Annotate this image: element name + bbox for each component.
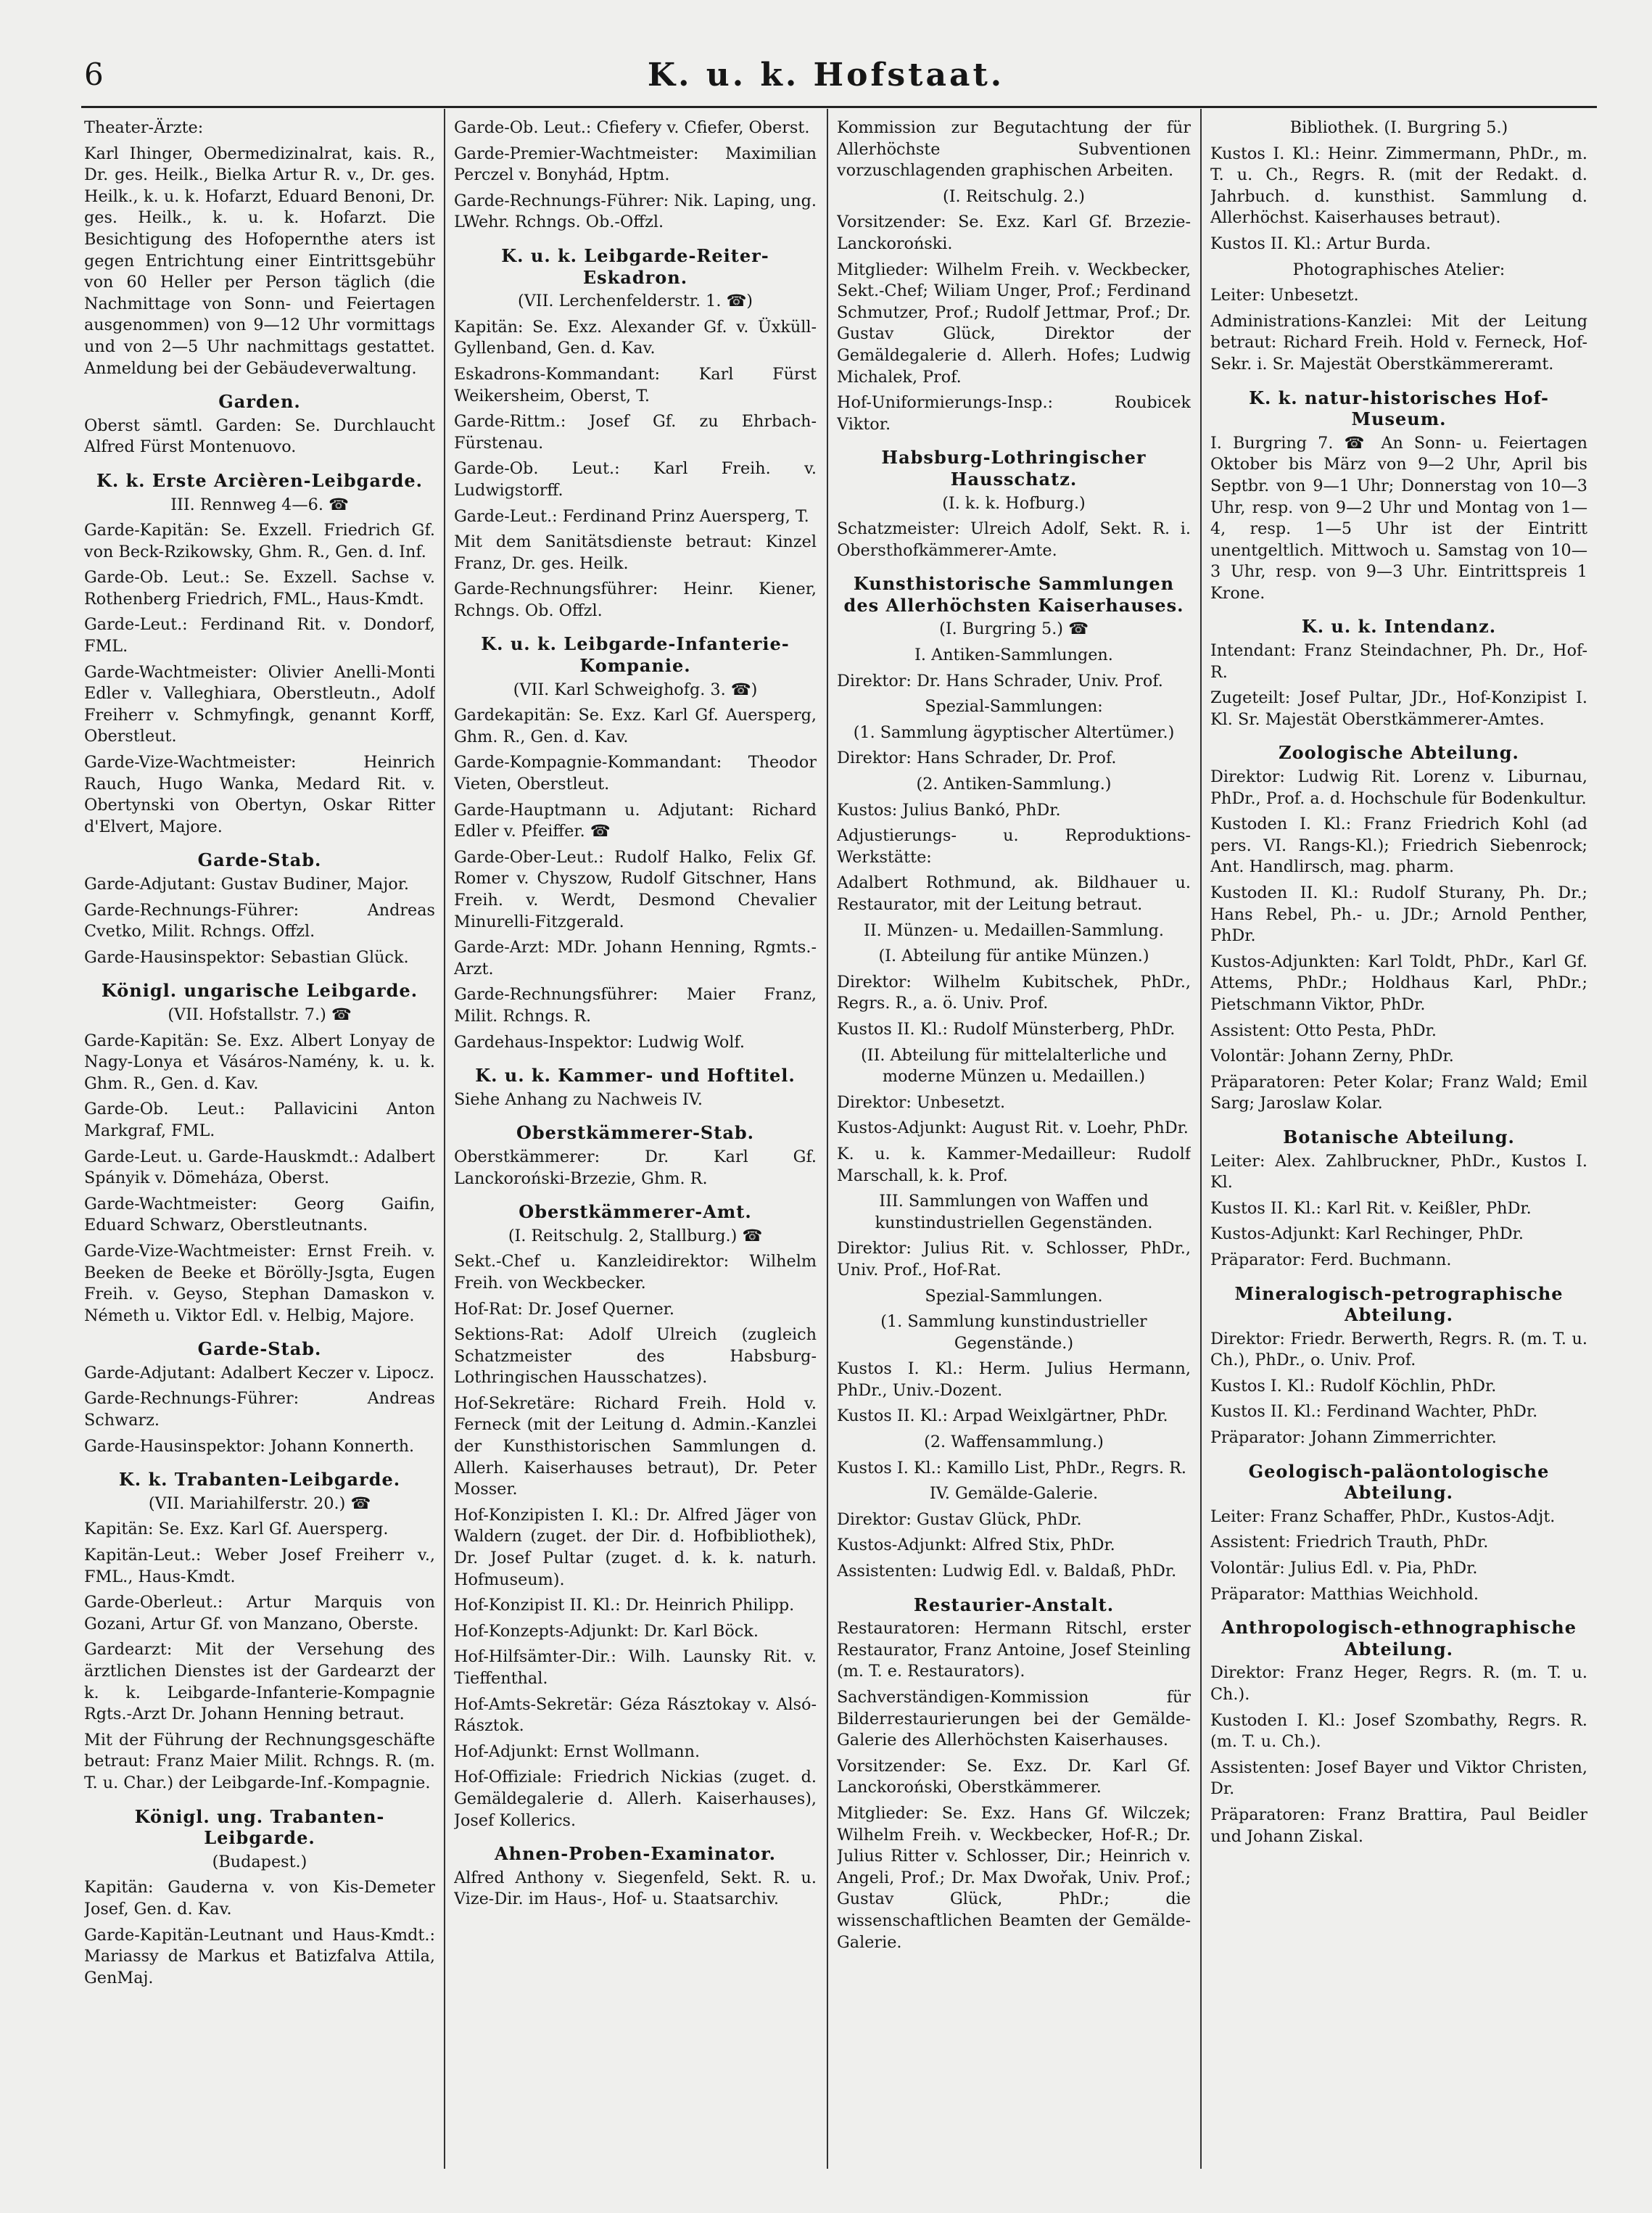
entry-paragraph: Kustos II. Kl.: Arpad Weixlgärtner, PhDr. <box>837 1406 1168 1426</box>
entry-paragraph: Gardekapitän: Se. Exz. Karl Gf. Auersperg, Ghm. R., Gen. d. Kav. <box>454 706 817 746</box>
section-subheading: (I. k. k. Hofburg.) <box>942 493 1086 513</box>
section-subheading: (VII. Hofstallstr. 7.) ☎ <box>168 1005 352 1024</box>
entry-paragraph: Vorsitzender: Se. Exz. Karl Gf. Brzezie-Lanckoroński. <box>837 213 1191 253</box>
column-divider <box>444 109 445 2169</box>
section-heading: Zoologische Abteilung. <box>1279 742 1519 764</box>
entry-paragraph: Kapitän-Leut.: Weber Josef Freiherr v., FML., Haus-Kmdt. <box>84 1546 435 1586</box>
section-heading: K. k. Trabanten-Leibgarde. <box>118 1469 401 1491</box>
entry-paragraph: Garde-Leut. u. Garde-Hauskmdt.: Adalbert Spányik v. Dömeháza, Oberst. <box>84 1147 435 1188</box>
entry-paragraph: Kustos-Adjunkt: Karl Rechinger, PhDr. <box>1210 1224 1524 1244</box>
entry-paragraph: Direktor: Unbesetzt. <box>837 1092 1006 1112</box>
entry-paragraph: Garde-Hausinspektor: Sebastian Glück. <box>84 947 409 967</box>
section-subheading: I. Antiken-Sammlungen. <box>914 646 1113 665</box>
entry-paragraph: Präparator: Ferd. Buchmann. <box>1210 1250 1452 1269</box>
section-heading: K. u. k. Intendanz. <box>1301 616 1497 638</box>
entry-paragraph: Garde-Ober-Leut.: Rudolf Halko, Felix Gf. Romer v. Chyszow, Rudolf Gitschner, Hans Freih. v. Werdt, Desmond Chevalier Minurelli-Fitzgerald. <box>454 847 817 931</box>
text-column-3 <box>837 118 1191 2170</box>
entry-paragraph: Direktor: Julius Rit. v. Schlosser, PhDr., Univ. Prof., Hof-Rat. <box>837 1239 1191 1279</box>
entry-paragraph: Präparatoren: Franz Brattira, Paul Beidler und Johann Ziskal. <box>1210 1805 1587 1846</box>
entry-paragraph: Garde-Vize-Wachtmeister: Heinrich Rauch, Hugo Wanka, Medard Rit. v. Obertynski von Obertyn, Oskar Ritter d'Elvert, Majore. <box>84 753 435 836</box>
entry-paragraph: Kustos I. Kl.: Herm. Julius Hermann, PhDr., Univ.-Dozent. <box>837 1359 1191 1400</box>
entry-paragraph: Garde-Ob. Leut.: Se. Exzell. Sachse v. Rothenberg Friedrich, FML., Haus-Kmdt. <box>84 568 435 609</box>
section-subheading: (1. Sammlung ägyptischer Altertümer.) <box>853 722 1175 742</box>
entry-paragraph: Hof-Hilfsämter-Dir.: Wilh. Launsky Rit. v. Tieffenthal. <box>454 1647 817 1688</box>
entry-paragraph: Garde-Premier-Wachtmeister: Maximilian Perczel v. Bonyhád, Hptm. <box>454 144 817 185</box>
section-heading: Garde-Stab. <box>197 849 322 871</box>
running-head: K. u. k. Hofstaat. <box>647 57 1005 94</box>
section-subheading: III. Rennweg 4—6. ☎ <box>170 495 349 514</box>
entry-paragraph: Kustoden I. Kl.: Josef Szombathy, Regrs. R. (m. T. u. Ch.). <box>1210 1710 1587 1752</box>
entry-paragraph: Kustos-Adjunkt: August Rit. v. Loehr, PhDr. <box>837 1118 1189 1138</box>
entry-paragraph: Garde-Wachtmeister: Georg Gaifin, Eduard Schwarz, Oberstleutnants. <box>84 1194 435 1235</box>
entry-paragraph: Garde-Rittm.: Josef Gf. zu Ehrbach-Fürstenau. <box>454 412 817 453</box>
section-subheading: (I. Reitschulg. 2, Stallburg.) ☎ <box>508 1226 763 1245</box>
entry-paragraph: Kapitän: Se. Exz. Karl Gf. Auersperg. <box>84 1520 389 1539</box>
section-heading: Kunsthistorische Sammlungen des Allerhöchsten Kaiserhauses. <box>843 573 1184 616</box>
column-divider <box>827 109 828 2169</box>
section-heading: Garden. <box>218 391 301 413</box>
section-heading: Botanische Abteilung. <box>1283 1126 1515 1147</box>
section-heading: Königl. ungarische Leibgarde. <box>101 980 418 1002</box>
entry-paragraph: Garde-Rechnungs-Führer: Andreas Cvetko, Milit. Rchngs. Offzl. <box>84 900 435 941</box>
entry-paragraph: Kustos II. Kl.: Ferdinand Wachter, PhDr. <box>1210 1402 1538 1422</box>
entry-paragraph: Adalbert Rothmund, ak. Bildhauer u. Restaurator, mit der Leitung betraut. <box>837 873 1191 914</box>
entry-paragraph: Assistenten: Ludwig Edl. v. Baldaß, PhDr. <box>837 1562 1177 1581</box>
entry-paragraph: Zugeteilt: Josef Pultar, JDr., Hof-Konzipist I. Kl. Sr. Majestät Oberstkämmerer-Amtes. <box>1210 688 1587 729</box>
entry-paragraph: Vorsitzender: Se. Exz. Dr. Karl Gf. Lanckoroński, Oberstkämmerer. <box>837 1756 1191 1797</box>
entry-paragraph: Garde-Leut.: Ferdinand Rit. v. Dondorf, FML. <box>84 615 435 656</box>
entry-paragraph: Präparator: Matthias Weichhold. <box>1210 1584 1479 1604</box>
section-subheading: (2. Waffensammlung.) <box>924 1433 1104 1452</box>
entry-paragraph: Garde-Leut.: Ferdinand Prinz Auersperg, T. <box>454 506 809 526</box>
entry-paragraph: Direktor: Ludwig Rit. Lorenz v. Liburnau, PhDr., Prof. a. d. Hochschule für Bodenkultur. <box>1210 767 1587 808</box>
section-heading: Ahnen-Proben-Examinator. <box>495 1843 776 1865</box>
section-heading: Oberstkämmerer-Amt. <box>519 1201 752 1223</box>
entry-paragraph: Hof-Konzepts-Adjunkt: Dr. Karl Böck. <box>454 1621 759 1641</box>
entry-paragraph: Garde-Kapitän-Leutnant und Haus-Kmdt.: Mariassy de Markus et Batizfalva Attila, GenMaj. <box>84 1925 435 1987</box>
entry-paragraph: Kustos I. Kl.: Kamillo List, PhDr., Regrs. R. <box>837 1458 1186 1478</box>
entry-paragraph: Garde-Rechnungs-Führer: Nik. Laping, ung. LWehr. Rchngs. Ob.-Offzl. <box>454 191 817 232</box>
entry-paragraph: Kustoden I. Kl.: Franz Friedrich Kohl (ad pers. VI. Rangs-Kl.); Friedrich Siebenrock; Ant. Handlirsch, mag. pharm. <box>1210 815 1587 877</box>
entry-paragraph: Kapitän: Se. Exz. Alexander Gf. v. Üxküll-Gyllenband, Gen. d. Kav. <box>454 317 817 358</box>
entry-paragraph: Restauratoren: Hermann Ritschl, erster Restaurator, Franz Antoine, Josef Steinling (m. T. e. Restaurators). <box>837 1619 1191 1681</box>
entry-paragraph: Garde-Rechnungs-Führer: Andreas Schwarz. <box>84 1389 435 1430</box>
entry-paragraph: Kustos: Julius Bankó, PhDr. <box>837 800 1061 820</box>
entry-paragraph: Mit dem Sanitätsdienste betraut: Kinzel Franz, Dr. ges. Heilk. <box>454 532 817 573</box>
entry-paragraph: Direktor: Franz Heger, Regrs. R. (m. T. u. Ch.). <box>1210 1663 1587 1704</box>
entry-paragraph: Kustoden II. Kl.: Rudolf Sturany, Ph. Dr.; Hans Rebel, Ph.- u. JDr.; Arnold Penther, PhDr. <box>1210 883 1587 946</box>
column-divider <box>1200 109 1202 2169</box>
entry-paragraph: Volontär: Julius Edl. v. Pia, PhDr. <box>1210 1559 1478 1578</box>
entry-paragraph: Direktor: Gustav Glück, PhDr. <box>837 1509 1082 1529</box>
entry-paragraph: Garde-Vize-Wachtmeister: Ernst Freih. v. Beeken de Beeke et Börölly-Jsgta, Eugen Freih. v. Geyso, Stephan Damaskon v. Németh u. Viktor Edl. v. Helbig, Majore. <box>84 1241 435 1325</box>
entry-paragraph: Administrations-Kanzlei: Mit der Leitung betraut: Richard Freih. Hold v. Ferneck, Hof-Sekr. i. Sr. Majestät Oberstkämmereramt. <box>1210 311 1587 374</box>
entry-paragraph: Direktor: Hans Schrader, Dr. Prof. <box>837 749 1117 768</box>
section-heading: Restaurier-Anstalt. <box>913 1594 1115 1615</box>
section-heading: Geologisch-paläontologische Abteilung. <box>1248 1460 1550 1504</box>
entry-paragraph: Adjustierungs- u. Reproduktions-Werkstätte: <box>837 826 1191 867</box>
entry-paragraph: Eskadrons-Kommandant: Karl Fürst Weikersheim, Oberst, T. <box>454 364 817 405</box>
section-subheading: (VII. Mariahilferstr. 20.) ☎ <box>148 1493 371 1513</box>
entry-paragraph: Garde-Ob. Leut.: Cfiefery v. Cfiefer, Oberst. <box>454 118 810 137</box>
section-subheading: II. Münzen- u. Medaillen-Sammlung. <box>864 920 1164 940</box>
entry-paragraph: Schatzmeister: Ulreich Adolf, Sekt. R. i. Obersthofkämmerer-Amte. <box>837 519 1191 560</box>
section-subheading: IV. Gemälde-Galerie. <box>929 1484 1099 1504</box>
entry-paragraph: Garde-Kompagnie-Kommandant: Theodor Vieten, Oberstleut. <box>454 753 817 794</box>
section-heading: K. k. natur-historisches Hof-Museum. <box>1249 387 1549 430</box>
entry-paragraph: Präparator: Johann Zimmerrichter. <box>1210 1428 1497 1448</box>
entry-paragraph: Leiter: Alex. Zahlbruckner, PhDr., Kustos I. Kl. <box>1210 1151 1587 1192</box>
entry-paragraph: Garde-Adjutant: Adalbert Keczer v. Lipocz. <box>84 1363 435 1382</box>
page-number: 6 <box>84 57 104 92</box>
section-subheading: (2. Antiken-Sammlung.) <box>916 775 1112 794</box>
entry-paragraph: Garde-Rechnungsführer: Heinr. Kiener, Rchngs. Ob. Offzl. <box>454 580 817 620</box>
entry-paragraph: Hof-Konzipisten I. Kl.: Dr. Alfred Jäger von Waldern (zuget. der Dir. d. Hofbibliothek), Dr. Josef Pultar (zuget. d. k. k. naturh. Hofmuseum). <box>454 1505 817 1589</box>
text-column-1 <box>84 118 435 2170</box>
section-heading: K. k. Erste Arcièren-Leibgarde. <box>96 469 424 491</box>
section-subheading: Spezial-Sammlungen. <box>925 1286 1103 1306</box>
entry-paragraph: Garde-Rechnungsführer: Maier Franz, Milit. Rchngs. R. <box>454 985 817 1026</box>
entry-paragraph: Garde-Hauptmann u. Adjutant: Richard Edler v. Pfeiffer. ☎ <box>454 800 817 841</box>
section-subheading: Bibliothek. (I. Burgring 5.) <box>1289 118 1508 137</box>
entry-paragraph: Garde-Oberleut.: Artur Marquis von Gozani, Artur Gf. von Manzano, Oberste. <box>84 1593 435 1633</box>
entry-paragraph: Hof-Adjunkt: Ernst Wollmann. <box>454 1742 701 1761</box>
entry-paragraph: Direktor: Dr. Hans Schrader, Univ. Prof. <box>837 671 1163 691</box>
entry-paragraph: Assistent: Friedrich Trauth, PhDr. <box>1210 1533 1489 1552</box>
entry-paragraph: Präparatoren: Peter Kolar; Franz Wald; Emil Sarg; Jaroslaw Kolar. <box>1210 1072 1587 1113</box>
entry-paragraph: Assistenten: Josef Bayer und Viktor Christen, Dr. <box>1210 1757 1587 1799</box>
header-rule <box>81 106 1597 108</box>
entry-paragraph: Intendant: Franz Steindachner, Ph. Dr., Hof-R. <box>1210 641 1587 682</box>
entry-paragraph: Mitglieder: Se. Exz. Hans Gf. Wilczek; Wilhelm Freih. v. Weckbecker, Hof-R.; Dr. Julius Ritter v. Schlosser, Dir.; Heinrich v. Angeli, Prof.; Dr. Max Dwořak, Univ. Prof.; Gustav Glück, PhDr.; die wissenschaftlichen Beamten der Gemälde-Galerie. <box>837 1803 1191 1952</box>
text-column-4 <box>1210 118 1587 2170</box>
entry-paragraph: Leiter: Franz Schaffer, PhDr., Kustos-Adjt. <box>1210 1507 1556 1526</box>
entry-paragraph: Kustos II. Kl.: Karl Rit. v. Keißler, PhDr. <box>1210 1198 1532 1218</box>
entry-paragraph: Garde-Kapitän: Se. Exzell. Friedrich Gf. von Beck-Rzikowsky, Ghm. R., Gen. d. Inf. <box>84 521 435 561</box>
entry-paragraph: Kustos II. Kl.: Rudolf Münsterberg, PhDr. <box>837 1019 1176 1039</box>
entry-paragraph: Garde-Wachtmeister: Olivier Anelli-Monti Edler v. Valleghiara, Oberstleutn., Adolf Freiherr v. Schmyfingk, genannt Korff, Oberstleut. <box>84 662 435 746</box>
section-subheading: (I. Reitschulg. 2.) <box>943 186 1085 206</box>
section-subheading: (I. Abteilung für antike Münzen.) <box>878 947 1149 966</box>
section-subheading: Spezial-Sammlungen: <box>925 697 1103 717</box>
entry-paragraph: I. Burgring 7. ☎ An Sonn- u. Feiertagen Oktober bis März von 9—2 Uhr, April bis Septbr. von 9—1 Uhr; Donnerstag von 10—3 Uhr, resp. von 9—2 Uhr und Montag von 1—4, resp. 1—5 Uhr ist der Eintritt unentgeltlich. Mittwoch u. Samstag von 10—3 Uhr, resp. von 9—3 Uhr. Eintrittspreis 1 Krone. <box>1210 433 1587 603</box>
entry-paragraph: Karl Ihinger, Obermedizinalrat, kais. R., Dr. ges. Heilk., Bielka Artur R. v., Dr. ges. Heilk., k. u. k. Hofarzt, Eduard Benoni, Dr. ges. Heilk., k. u. k. Hofarzt. Die Besichtigung des Hofopernthe aters ist gegen Entrichtung einer Eintrittsgebühr von 60 Heller per Person täglich (die Nachmittage von Sonn- und Feiertagen ausgenommen) von 9—12 Uhr vormittags und von 2—5 Uhr nachmittags gestattet. Anmeldung bei der Gebäudeverwaltung. <box>84 144 435 378</box>
entry-paragraph: Kustos I. Kl.: Heinr. Zimmermann, PhDr., m. T. u. Ch., Regrs. R. (mit der Redakt. d. Jahrbuch. d. kunsthist. Sammlung d. Allerhöchst. Kaiserhauses betraut). <box>1210 144 1587 228</box>
entry-paragraph: Hof-Rat: Dr. Josef Querner. <box>454 1299 674 1319</box>
section-heading: Königl. ung. Trabanten-Leibgarde. <box>134 1805 385 1849</box>
entry-paragraph: Theater-Ärzte: <box>84 118 204 137</box>
entry-paragraph: Sekt.-Chef u. Kanzleidirektor: Wilhelm Freih. von Weckbecker. <box>454 1252 817 1293</box>
entry-paragraph: Leiter: Unbesetzt. <box>1210 286 1359 305</box>
entry-paragraph: Hof-Uniformierungs-Insp.: Roubicek Viktor. <box>837 393 1191 434</box>
entry-paragraph: Hof-Sekretäre: Richard Freih. Hold v. Ferneck (mit der Leitung d. Admin.-Kanzlei der Kunsthistorischen Sammlungen d. Allerh. Kaiserhauses betraut), Dr. Peter Mosser. <box>454 1393 817 1499</box>
entry-paragraph: Kustos-Adjunkten: Karl Toldt, PhDr., Karl Gf. Attems, PhDr.; Holdhaus Karl, PhDr.; Pietschmann Viktor, PhDr. <box>1210 952 1587 1014</box>
entry-paragraph: Garde-Hausinspektor: Johann Konnerth. <box>84 1436 415 1456</box>
entry-paragraph: K. u. k. Kammer-Medailleur: Rudolf Marschall, k. k. Prof. <box>837 1144 1191 1185</box>
entry-paragraph: Mit der Führung der Rechnungsgeschäfte betraut: Franz Maier Milit. Rchngs. R. (m. T. u. Char.) der Leibgarde-Inf.-Kompagnie. <box>84 1730 435 1792</box>
text-column-2 <box>454 118 817 2170</box>
entry-paragraph: Mitglieder: Wilhelm Freih. v. Weckbecker, Sekt.-Chef; Wiliam Unger, Prof.; Ferdinand Schmutzer, Prof.; Rudolf Jettmar, Prof.; Dr. Gustav Glück, Direktor der Gemäldegalerie d. Allerh. Hofes; Ludwig Michalek, Prof. <box>837 260 1191 387</box>
entry-paragraph: Garde-Adjutant: Gustav Budiner, Major. <box>84 875 409 894</box>
section-heading: Oberstkämmerer-Stab. <box>516 1122 755 1144</box>
entry-paragraph: Volontär: Johann Zerny, PhDr. <box>1210 1047 1454 1066</box>
section-subheading: (VII. Karl Schweighofg. 3. ☎) <box>513 680 758 699</box>
section-heading: K. u. k. Leibgarde-Reiter-Eskadron. <box>501 244 769 288</box>
section-heading: Garde-Stab. <box>197 1338 322 1360</box>
entry-paragraph: Alfred Anthony v. Siegenfeld, Sekt. R. u. Vize-Dir. im Haus-, Hof- u. Staatsarchiv. <box>454 1868 817 1909</box>
entry-paragraph: Kommission zur Begutachtung der für Allerhöchste Subventionen vorzuschlagenden graphischen Arbeiten. <box>837 118 1191 181</box>
entry-paragraph: Sachverständigen-Kommission für Bilderrestaurierungen bei der Gemälde-Galerie des Allerhöchsten Kaiserhauses. <box>837 1688 1191 1750</box>
section-subheading: III. Sammlungen von Waffen und kunstindustriellen Gegenständen. <box>875 1192 1153 1232</box>
entry-paragraph: Gardehaus-Inspektor: Ludwig Wolf. <box>454 1032 745 1052</box>
section-heading: Anthropologisch-ethnographische Abteilung. <box>1221 1617 1577 1660</box>
entry-paragraph: Direktor: Wilhelm Kubitschek, PhDr., Regrs. R., a. ö. Univ. Prof. <box>837 972 1191 1013</box>
entry-paragraph: Garde-Kapitän: Se. Exz. Albert Lonyay de Nagy-Lonya et Vásáros-Namény, k. u. k. Ghm. R., Gen. d. Kav. <box>84 1031 435 1093</box>
section-heading: K. u. k. Leibgarde-Infanterie-Kompanie. <box>481 633 790 677</box>
entry-paragraph: Garde-Ob. Leut.: Karl Freih. v. Ludwigstorff. <box>454 459 817 500</box>
entry-paragraph: Oberstkämmerer: Dr. Karl Gf. Lanckoroński-Brzezie, Ghm. R. <box>454 1147 817 1188</box>
entry-paragraph: Garde-Arzt: MDr. Johann Henning, Rgmts.-Arzt. <box>454 938 817 978</box>
section-subheading: (Budapest.) <box>212 1852 307 1871</box>
section-heading: Mineralogisch-petrographische Abteilung. <box>1234 1282 1564 1326</box>
section-subheading: (VII. Lerchenfelderstr. 1. ☎) <box>518 292 753 311</box>
entry-paragraph: Assistent: Otto Pesta, PhDr. <box>1210 1021 1437 1040</box>
section-subheading: (II. Abteilung für mittelalterliche und moderne Münzen u. Medaillen.) <box>861 1045 1167 1087</box>
entry-paragraph: Hof-Amts-Sekretär: Géza Rásztokay v. Alsó-Rásztok. <box>454 1694 817 1736</box>
entry-paragraph: Hof-Konzipist II. Kl.: Dr. Heinrich Philipp. <box>454 1596 795 1615</box>
entry-paragraph: Kustos I. Kl.: Rudolf Köchlin, PhDr. <box>1210 1376 1497 1396</box>
section-subheading: Photographisches Atelier: <box>1292 260 1506 279</box>
section-heading: K. u. k. Kammer- und Hoftitel. <box>475 1065 796 1087</box>
entry-paragraph: Direktor: Friedr. Berwerth, Regrs. R. (m. T. u. Ch.), PhDr., o. Univ. Prof. <box>1210 1329 1587 1370</box>
entry-paragraph: Garde-Ob. Leut.: Pallavicini Anton Markgraf, FML. <box>84 1100 435 1140</box>
entry-paragraph: Kapitän: Gauderna v. von Kis-Demeter Josef, Gen. d. Kav. <box>84 1878 435 1919</box>
entry-paragraph: Oberst sämtl. Garden: Se. Durchlaucht Alfred Fürst Montenuovo. <box>84 416 435 457</box>
entry-paragraph: Siehe Anhang zu Nachweis IV. <box>454 1089 703 1109</box>
section-subheading: (I. Burgring 5.) ☎ <box>939 619 1089 639</box>
section-heading: Habsburg-Lothringischer Hausschatz. <box>881 447 1147 490</box>
section-subheading: (1. Sammlung kunstindustrieller Gegenstände.) <box>880 1312 1147 1353</box>
entry-paragraph: Hof-Offiziale: Friedrich Nickias (zuget. d. Gemäldegalerie d. Allerh. Kaiserhauses), Josef Kollerics. <box>454 1768 817 1830</box>
entry-paragraph: Kustos-Adjunkt: Alfred Stix, PhDr. <box>837 1536 1115 1555</box>
entry-paragraph: Sektions-Rat: Adolf Ulreich (zugleich Schatzmeister des Habsburg-Lothringischen Hausschatzes). <box>454 1325 817 1388</box>
entry-paragraph: Gardearzt: Mit der Versehung des ärztlichen Dienstes ist der Gardearzt der k. k. Leibgarde-Infanterie-Kompagnie Rgts.-Arzt Dr. Johann Henning betraut. <box>84 1640 435 1724</box>
entry-paragraph: Kustos II. Kl.: Artur Burda. <box>1210 234 1432 253</box>
